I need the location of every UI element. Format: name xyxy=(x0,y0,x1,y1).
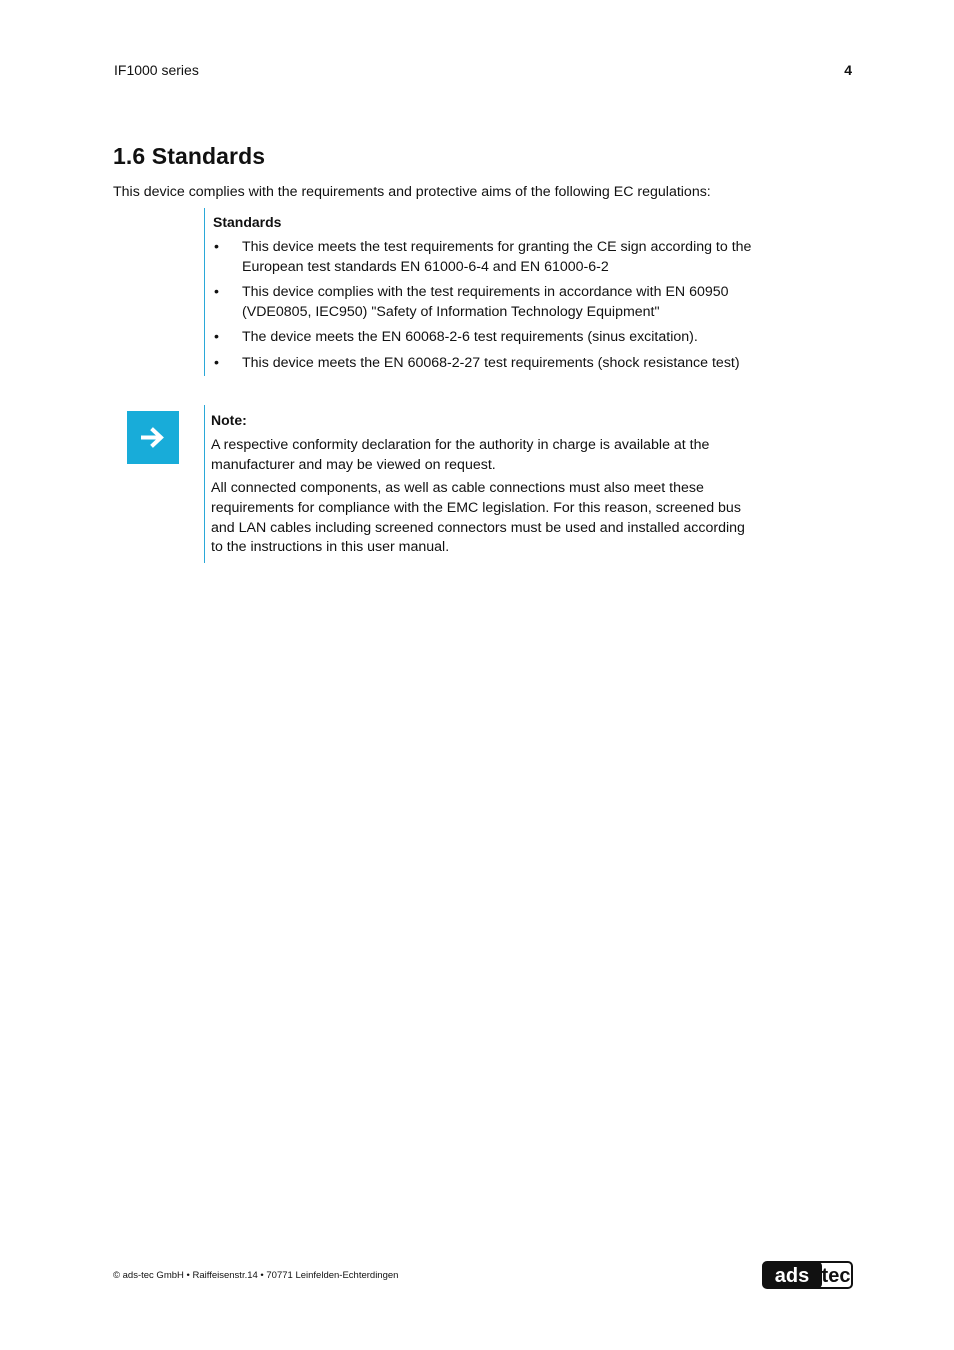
footer-address: © ads-tec GmbH • Raiffeisenstr.14 • 70771 Leinfelden-Echterdingen xyxy=(113,1270,399,1281)
standards-list xyxy=(213,238,783,379)
list-item xyxy=(213,283,783,322)
bullet: • xyxy=(214,284,219,300)
list-item-text: This device meets the test requirements for granting the CE sign according to the European test standards EN 61000-6-4 and EN 61000-6-2 xyxy=(242,239,752,275)
list-item-text: The device meets the EN 60068-2-6 test requirements (sinus excitation). xyxy=(242,329,698,345)
list-item xyxy=(213,238,783,277)
bullet: • xyxy=(214,354,219,371)
svg-text:tec: tec xyxy=(821,1265,851,1287)
bullet: • xyxy=(214,239,219,255)
standards-box-title: Standards xyxy=(213,214,282,230)
list-item xyxy=(213,354,783,374)
note-paragraph: A respective conformity declaration for the authority in charge is available at the manufacturer and may be viewed on request. xyxy=(211,437,710,473)
list-item-text: This device complies with the test requirements in accordance with EN 60950 (VDE0805, IEC950) "Safety of Information Technology Equipment" xyxy=(242,284,729,320)
note-box xyxy=(204,405,765,563)
note-title: Note: xyxy=(211,412,247,428)
standards-box xyxy=(204,208,785,376)
arrow-right-icon xyxy=(127,411,179,464)
header-page-number: 4 xyxy=(844,62,852,78)
list-item xyxy=(213,328,783,348)
list-item-text: This device meets the EN 60068-2-27 test requirements (shock resistance test) xyxy=(242,354,740,371)
section-title: 1.6 Standards xyxy=(113,143,266,169)
note-paragraph: All connected components, as well as cable connections must also meet these requirements for compliance with the EMC legislation. For this reason, screened bus and LAN cables including screened connectors must be used and installed according to the instructions in this user manual. xyxy=(211,480,745,556)
header-document-title: IF1000 series xyxy=(114,62,199,78)
company-logo xyxy=(762,1261,853,1289)
svg-text:ads: ads xyxy=(774,1265,810,1287)
bullet: • xyxy=(214,329,219,345)
section-intro: This device complies with the requirements and protective aims of the following EC regulations: xyxy=(113,184,711,200)
